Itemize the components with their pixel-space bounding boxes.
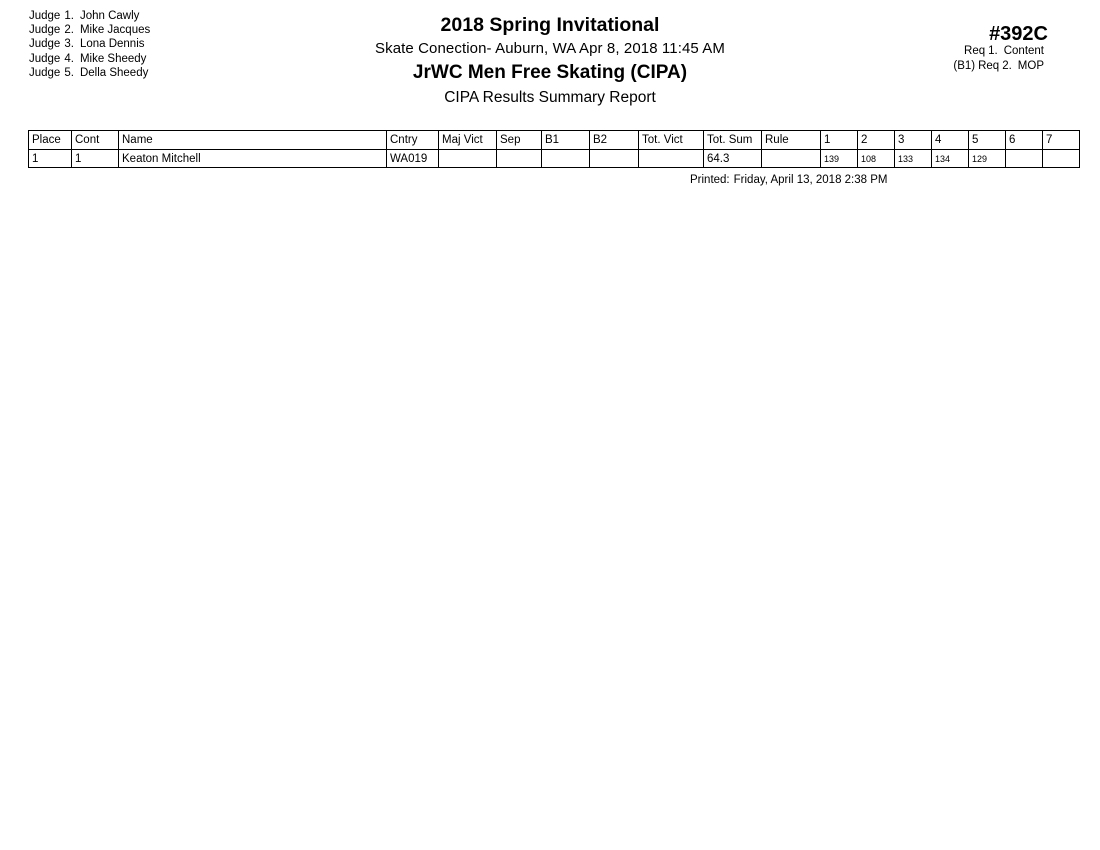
column-header-b2: B2 (590, 131, 639, 150)
column-header-judge-2: 2 (858, 131, 895, 150)
requirement-row (864, 59, 1044, 74)
cell-sep (497, 150, 542, 168)
column-header-cont: Cont (72, 131, 119, 150)
cell-judge-score-3: 133 (895, 150, 932, 168)
requirement-prefix: (B1) (953, 59, 976, 72)
event-number: #392C (989, 23, 1048, 45)
judge-number: 3. (64, 38, 74, 51)
column-header-judge-1: 1 (821, 131, 858, 150)
judge-number: 4. (64, 52, 74, 65)
cell-place: 1 (29, 150, 72, 168)
cell-judge-score-1: 139 (821, 150, 858, 168)
column-header-tot-sum: Tot. Sum (704, 131, 762, 150)
requirement-number: 1. (988, 45, 998, 57)
requirement-value: Content (1003, 45, 1044, 57)
judge-name: John Cawly (79, 10, 140, 22)
judge-name: Lona Dennis (79, 38, 145, 51)
column-header-rule: Rule (762, 131, 821, 150)
cell-judge-score-6 (1006, 150, 1043, 168)
table-header-row (29, 131, 1080, 150)
printed-label: Printed: (690, 174, 730, 186)
column-header-cntry: Cntry (387, 131, 439, 150)
cell-maj-vict (439, 150, 497, 168)
column-header-maj-vict: Maj Vict (439, 131, 497, 150)
requirement-value: MOP (1017, 59, 1044, 72)
column-header-judge-5: 5 (969, 131, 1006, 150)
judge-label: Judge (29, 66, 61, 79)
column-header-sep: Sep (497, 131, 542, 150)
judge-number: 2. (64, 24, 74, 37)
requirements-panel (864, 44, 1044, 73)
judge-label: Judge (29, 24, 61, 37)
cell-tot-sum: 64.3 (704, 150, 762, 168)
cell-rule (762, 150, 821, 168)
column-header-judge-3: 3 (895, 131, 932, 150)
cell-judge-score-7 (1043, 150, 1080, 168)
event-title: JrWC Men Free Skating (CIPA) (412, 62, 688, 83)
table-row (29, 150, 1080, 168)
cell-cntry: WA019 (387, 150, 439, 168)
page-title: 2018 Spring Invitational (440, 14, 660, 36)
judge-label: Judge (29, 52, 61, 65)
requirement-label: Req (964, 45, 986, 57)
cell-tot-vict (639, 150, 704, 168)
cell-b1 (542, 150, 590, 168)
cell-name: Keaton Mitchell (119, 150, 387, 168)
column-header-name: Name (119, 131, 387, 150)
event-venue-subtitle: Skate Conection- Auburn, WA Apr 8, 2018 11:45 AM (374, 40, 725, 57)
cell-judge-score-2: 108 (858, 150, 895, 168)
report-type-label: CIPA Results Summary Report (444, 89, 656, 106)
requirement-row (864, 44, 1044, 59)
cell-cont: 1 (72, 150, 119, 168)
column-header-b1: B1 (542, 131, 590, 150)
judge-number: 1. (64, 10, 74, 22)
cell-judge-score-4: 134 (932, 150, 969, 168)
cell-b2 (590, 150, 639, 168)
judge-label: Judge (29, 38, 61, 51)
requirement-label: Req (978, 59, 1000, 72)
results-table (28, 130, 1080, 168)
judge-name: Della Sheedy (79, 66, 149, 79)
judge-name: Mike Sheedy (79, 52, 147, 65)
printed-timestamp (690, 174, 887, 186)
column-header-tot-vict: Tot. Vict (639, 131, 704, 150)
judge-name: Mike Jacques (79, 24, 151, 37)
column-header-judge-6: 6 (1006, 131, 1043, 150)
column-header-judge-7: 7 (1043, 131, 1080, 150)
printed-value: Friday, April 13, 2018 2:38 PM (733, 174, 888, 186)
requirement-number: 2. (1002, 59, 1012, 72)
column-header-judge-4: 4 (932, 131, 969, 150)
judge-number: 5. (64, 66, 74, 79)
cell-judge-score-5: 129 (969, 150, 1006, 168)
judge-label: Judge (29, 10, 61, 22)
column-header-place: Place (29, 131, 72, 150)
